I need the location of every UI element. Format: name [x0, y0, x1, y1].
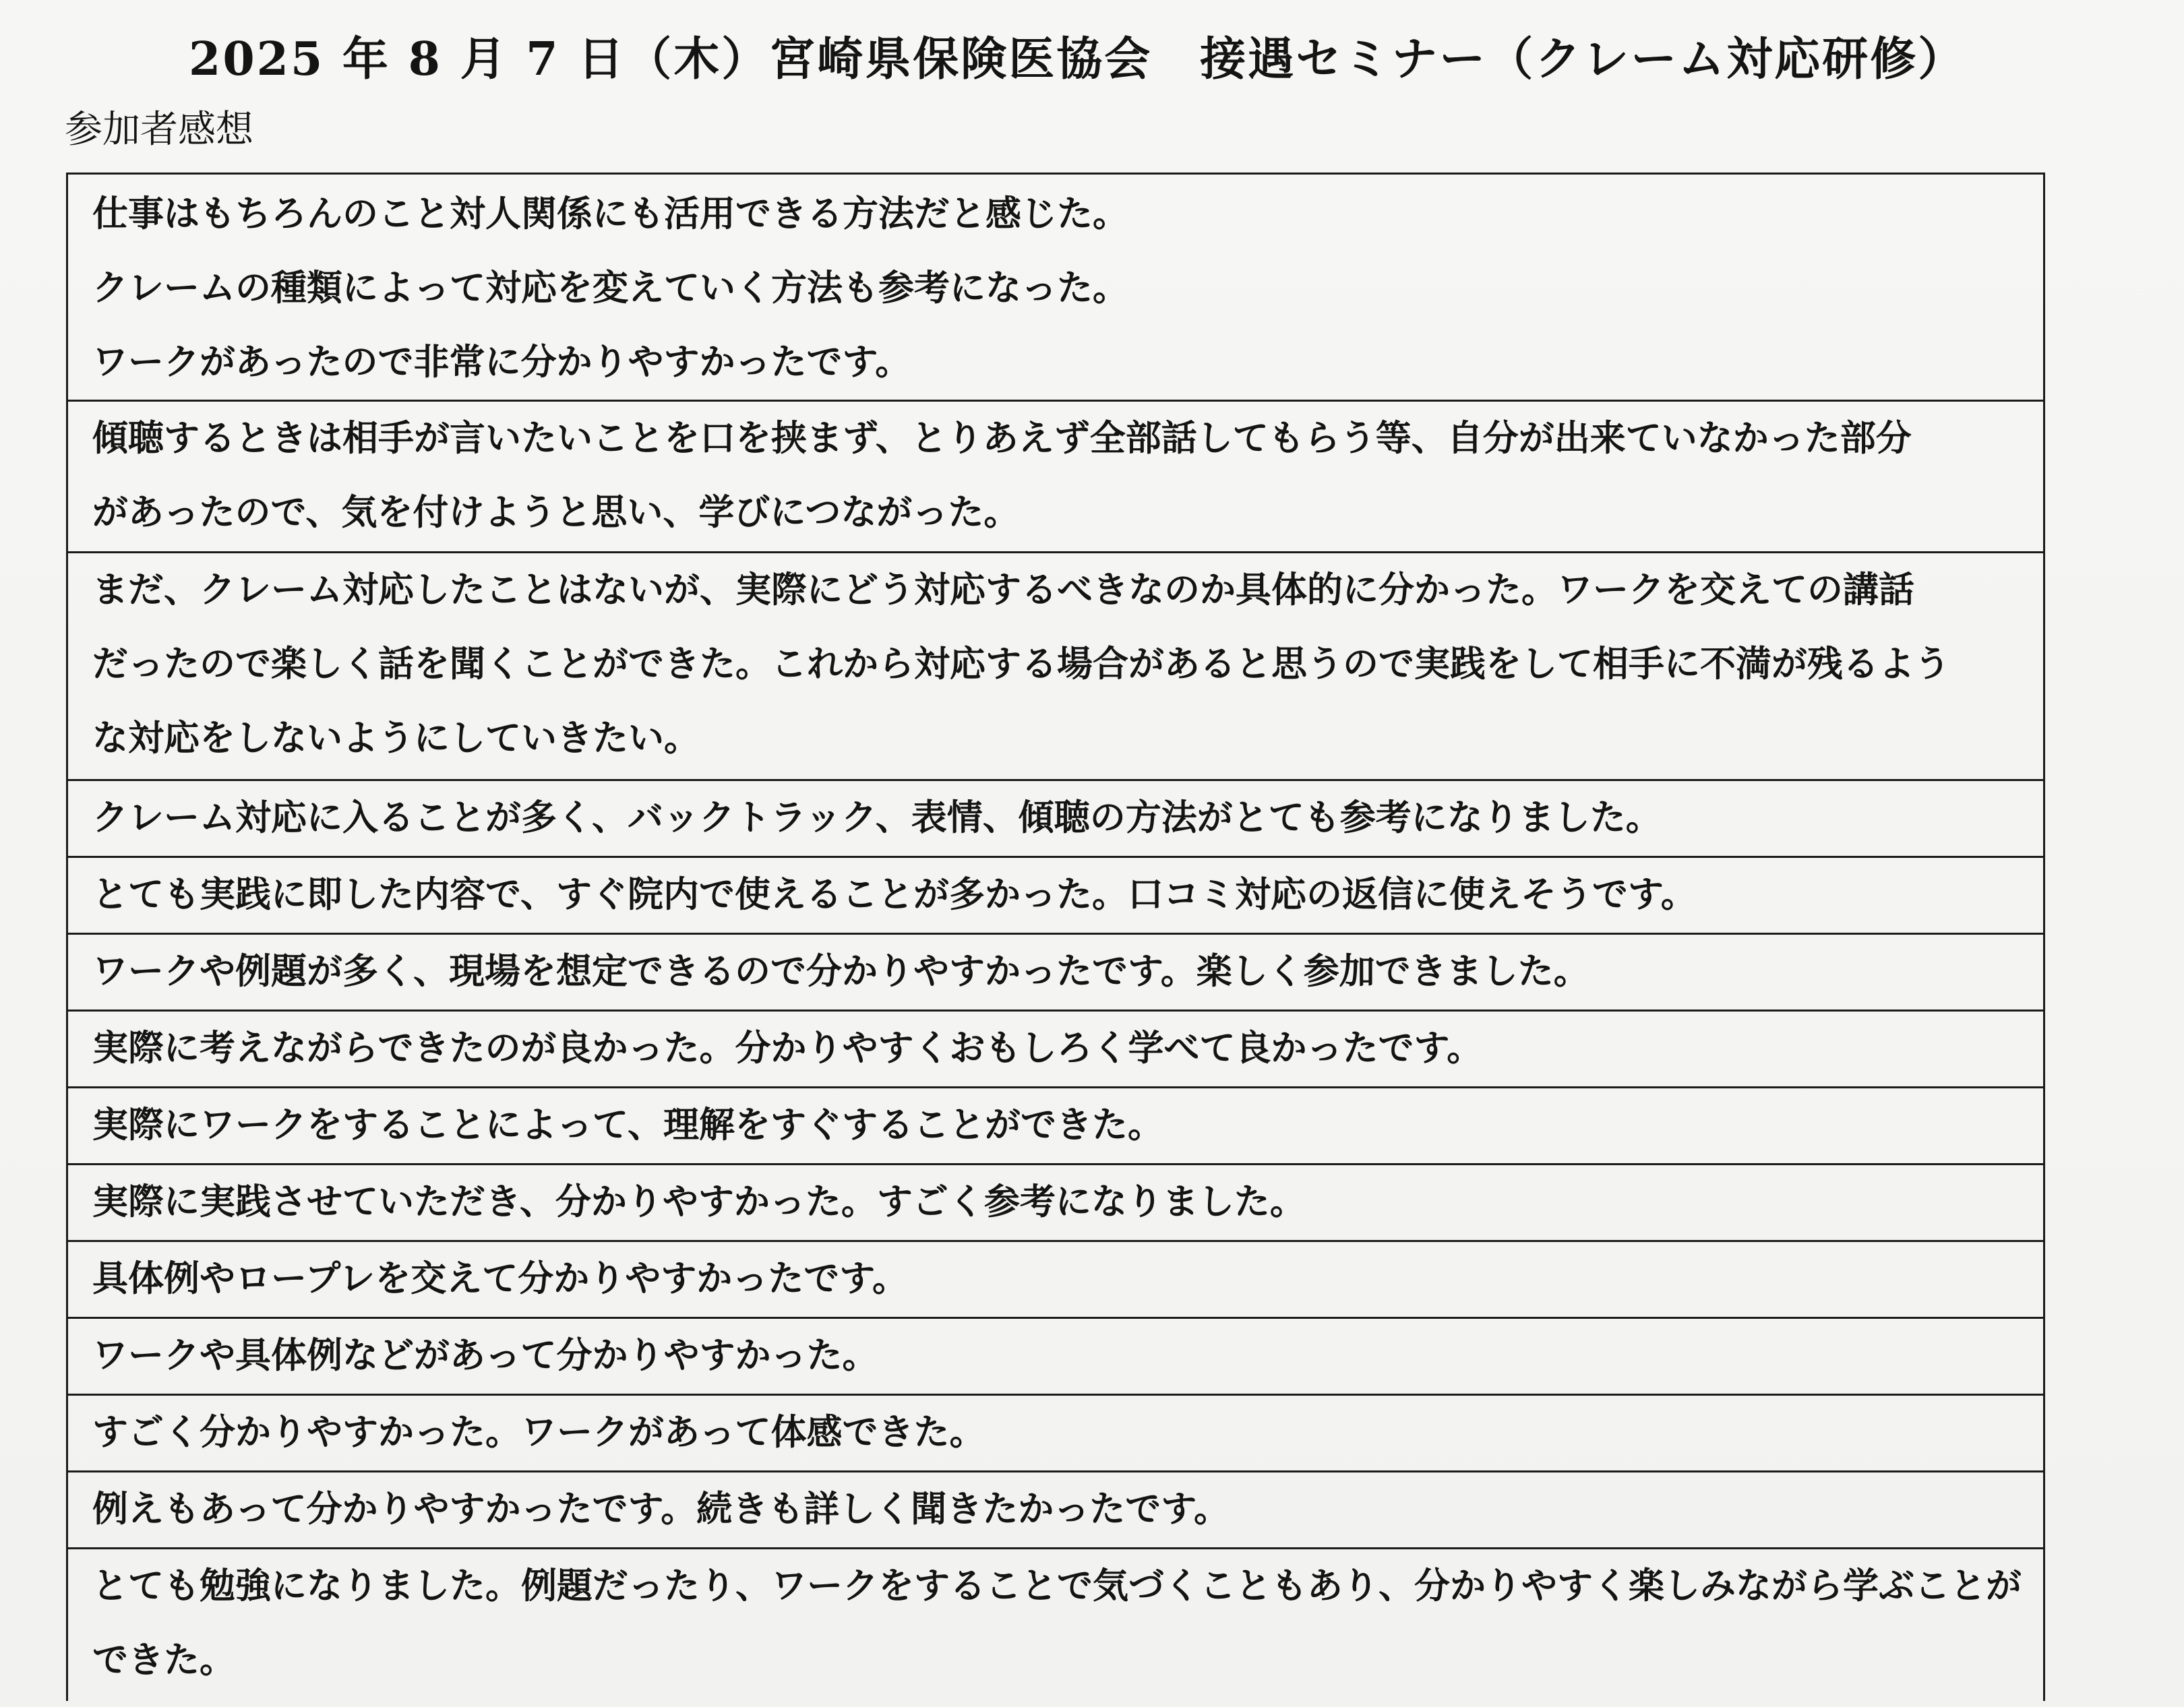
- comment-line: できた。: [92, 1640, 235, 1681]
- comment-line: まだ、クレーム対応したことはないが、実際にどう対応するべきなのか具体的に分かった。ワークを交えての講話: [92, 569, 1914, 611]
- comment-line: ワークがあったので非常に分かりやすかったです。: [92, 342, 911, 383]
- comment-row: [68, 1472, 2043, 1549]
- comment-line: クレームの種類によって対応を変えていく方法も参考になった。: [92, 268, 1128, 309]
- comment-row: [68, 1088, 2043, 1165]
- comment-line: だったので楽しく話を聞くことができた。これから対応する場合があると思うので実践をして相手に不満が残るよう: [92, 644, 1950, 685]
- comment-row: [68, 1396, 2043, 1472]
- document-title: 2025 年 8 月 7 日（木）宮崎県保険医協会 接遇セミナー（クレーム対応研修）: [189, 32, 1966, 86]
- comment-line: 傾聴するときは相手が言いたいことを口を挟まず、とりあえず全部話してもらう等、自分が出来ていなかった部分: [92, 418, 1912, 459]
- comment-row: [68, 781, 2043, 858]
- comment-line: な対応をしないようにしていきたい。: [92, 718, 700, 759]
- comment-line: クレーム対応に入ることが多く、バックトラック、表情、傾聴の方法がとても参考になりました。: [92, 797, 1662, 838]
- comment-row: [68, 1165, 2043, 1242]
- comment-row: [68, 1242, 2043, 1319]
- comment-row: [68, 1549, 2043, 1701]
- comment-line: 実際に実践させていただき、分かりやすかった。すごく参考になりました。: [92, 1181, 1306, 1222]
- comment-line: とても勉強になりました。例題だったり、ワークをすることで気づくこともあり、分かりやすく楽しみながら学ぶことが: [92, 1565, 2022, 1607]
- section-label: 参加者感想: [65, 108, 253, 152]
- comment-row: [68, 858, 2043, 935]
- comment-row: [68, 935, 2043, 1012]
- comment-row: [68, 553, 2043, 781]
- comment-line: 仕事はもちろんのこと対人関係にも活用できる方法だと感じた。: [92, 193, 1128, 235]
- comment-line: 実際にワークをすることによって、理解をすぐすることができた。: [92, 1105, 1163, 1146]
- comment-row: [68, 402, 2043, 553]
- comment-line: ワークや具体例などがあって分かりやすかった。: [92, 1335, 878, 1376]
- comment-line: 例えもあって分かりやすかったです。続きも詳しく聞きたかったです。: [92, 1489, 1230, 1530]
- comment-line: ワークや例題が多く、現場を想定できるので分かりやすかったです。楽しく参加できました。: [92, 951, 1589, 992]
- comment-row: [68, 175, 2043, 402]
- comment-line: 実際に考えながらできたのが良かった。分かりやすくおもしろく学べて良かったです。: [92, 1028, 1483, 1069]
- comment-row: [68, 1012, 2043, 1088]
- comment-line: とても実践に即した内容で、すぐ院内で使えることが多かった。口コミ対応の返信に使えそうです。: [92, 874, 1697, 915]
- comment-line: があったので、気を付けようと思い、学びにつながった。: [92, 492, 1020, 533]
- comment-line: すごく分かりやすかった。ワークがあって体感できた。: [92, 1412, 985, 1453]
- comment-row: [68, 1319, 2043, 1396]
- comment-line: 具体例やロープレを交えて分かりやすかったです。: [92, 1258, 908, 1299]
- comments-table: [66, 173, 2045, 1701]
